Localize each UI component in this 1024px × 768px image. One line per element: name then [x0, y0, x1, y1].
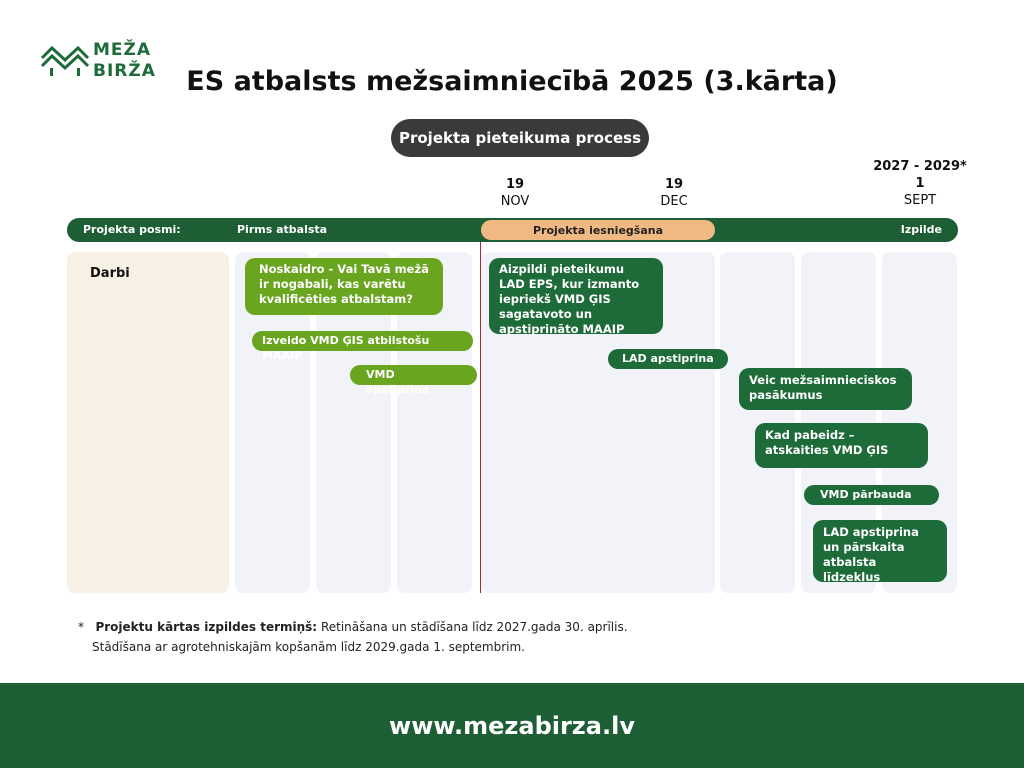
phase-execution: Izpilde	[900, 223, 942, 236]
task: LAD apstiprina	[608, 349, 728, 369]
page-title: ES atbalsts mežsaimniecībā 2025 (3.kārta)	[186, 66, 838, 97]
task: VMD apstiprina	[350, 365, 477, 385]
phase-label: Projekta posmi:	[83, 223, 181, 236]
task: LAD apstiprina un pārskaita atbalsta līdzekļus	[813, 520, 947, 582]
date-dec: 19 DEC	[660, 177, 688, 209]
footer-url[interactable]: www.mezabirza.lv	[0, 683, 1024, 768]
task: Noskaidro - Vai Tavā mežā ir nogabali, kas varētu kvalificēties atbalstam?	[245, 258, 443, 315]
task: Kad pabeidz – atskaities VMD ĢIS	[755, 423, 928, 468]
row-label: Darbi	[90, 266, 130, 281]
row-label-cell	[67, 252, 229, 593]
task: Izveido VMD ĢIS atbilstošu MAAIP	[252, 331, 473, 351]
phase-submission: Projekta iesniegšana	[481, 220, 715, 240]
date-nov: 19 NOV	[500, 177, 530, 209]
date-sept: 2027 - 2029* 1 SEPT	[873, 159, 967, 208]
footnote: * Projektu kārtas izpildes termiņš: Retināšana un stādīšana līdz 2027.gada 30. aprīlis. Stādīšana ar agrotehniskajām kopšanām līdz 2029.gada 1. septembrim.	[78, 620, 628, 654]
logo-text: MEŽA BIRŽA	[93, 40, 156, 81]
task: Veic mežsaimnieciskos pasākumus	[739, 368, 912, 410]
phase-before: Pirms atbalsta	[237, 223, 328, 236]
process-label: Projekta pieteikuma process	[391, 119, 649, 157]
task: Aizpildi pieteikumu LAD EPS, kur izmanto iepriekš VMD ĢIS sagatavoto un apstiprināto MAAIP	[489, 258, 663, 334]
task: VMD pārbauda	[804, 485, 939, 505]
deadline-line	[480, 242, 481, 593]
